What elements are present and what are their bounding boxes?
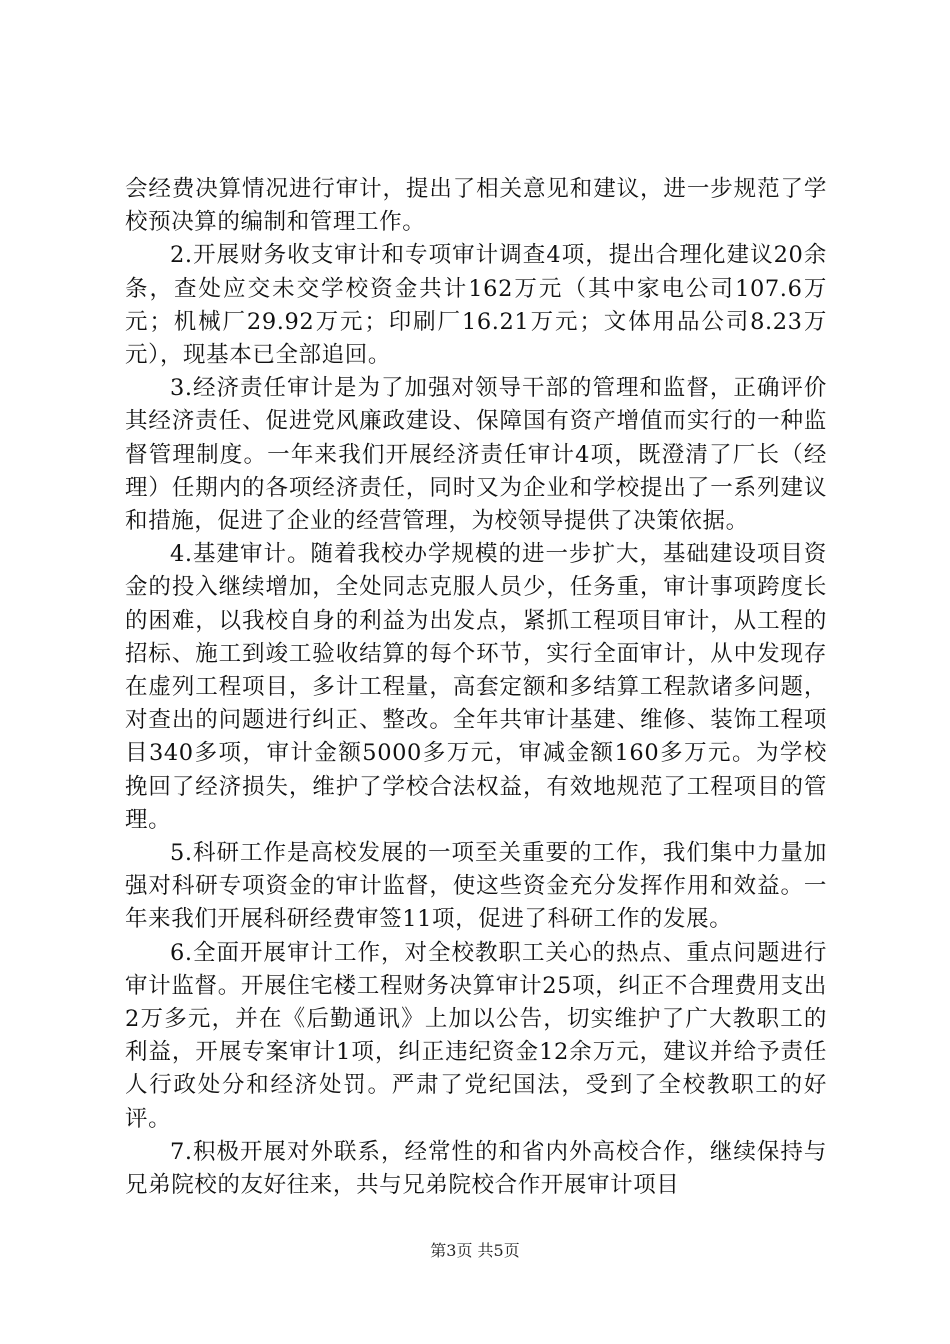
document-body <box>125 173 827 1202</box>
page-footer: 第3页 共5页 <box>430 1241 520 1260</box>
paragraph-continuation: 会经费决算情况进行审计，提出了相关意见和建议，进一步规范了学校预决算的编制和管理工作。 <box>125 176 827 236</box>
paragraph-item-2: 2.开展财务收支审计和专项审计调查4项，提出合理化建议20余条，查处应交未交学校资金共计162万元（其中家电公司107.6万元；机械厂29.92万元；印刷厂16.21万元；文体用品公司8.23万元），现基本已全部追回。 <box>125 242 827 369</box>
paragraph-item-3: 3.经济责任审计是为了加强对领导干部的管理和监督，正确评价其经济责任、促进党风廉政建设、保障国有资产增值而实行的一种监督管理制度。一年来我们开展经济责任审计4项，既澄清了厂长（经理）任期内的各项经济责任，同时又为企业和学校提出了一系列建议和措施，促进了企业的经营管理，为校领导提供了决策依据。 <box>125 375 827 535</box>
paragraph-item-5: 5.科研工作是高校发展的一项至关重要的工作，我们集中力量加强对科研专项资金的审计监督，使这些资金充分发挥作用和效益。一年来我们开展科研经费审签11项，促进了科研工作的发展。 <box>125 840 827 933</box>
paragraph-item-4: 4.基建审计。随着我校办学规模的进一步扩大，基础建设项目资金的投入继续增加，全处同志克服人员少，任务重，审计事项跨度长的困难，以我校自身的利益为出发点，紧抓工程项目审计，从工程的招标、施工到竣工验收结算的每个环节，实行全面审计，从中发现存在虚列工程项目，多计工程量，高套定额和多结算工程款诸多问题，对查出的问题进行纠正、整改。全年共审计基建、维修、装饰工程项目340多项，审计金额5000多万元，审减金额160多万元。为学校挽回了经济损失，维护了学校合法权益，有效地规范了工程项目的管理。 <box>125 541 827 833</box>
paragraph-item-7: 7.积极开展对外联系，经常性的和省内外高校合作，继续保持与兄弟院校的友好往来，共与兄弟院校合作开展审计项目 <box>125 1138 827 1199</box>
paragraph-item-6: 6.全面开展审计工作，对全校教职工关心的热点、重点问题进行审计监督。开展住宅楼工程财务决算审计25项，纠正不合理费用支出2万多元，并在《后勤通讯》上加以公告，切实维护了广大教职工的利益，开展专案审计1项，纠正违纪资金12余万元，建议并给予责任人行政处分和经济处罚。严肃了党纪国法，受到了全校教职工的好评。 <box>125 939 827 1132</box>
